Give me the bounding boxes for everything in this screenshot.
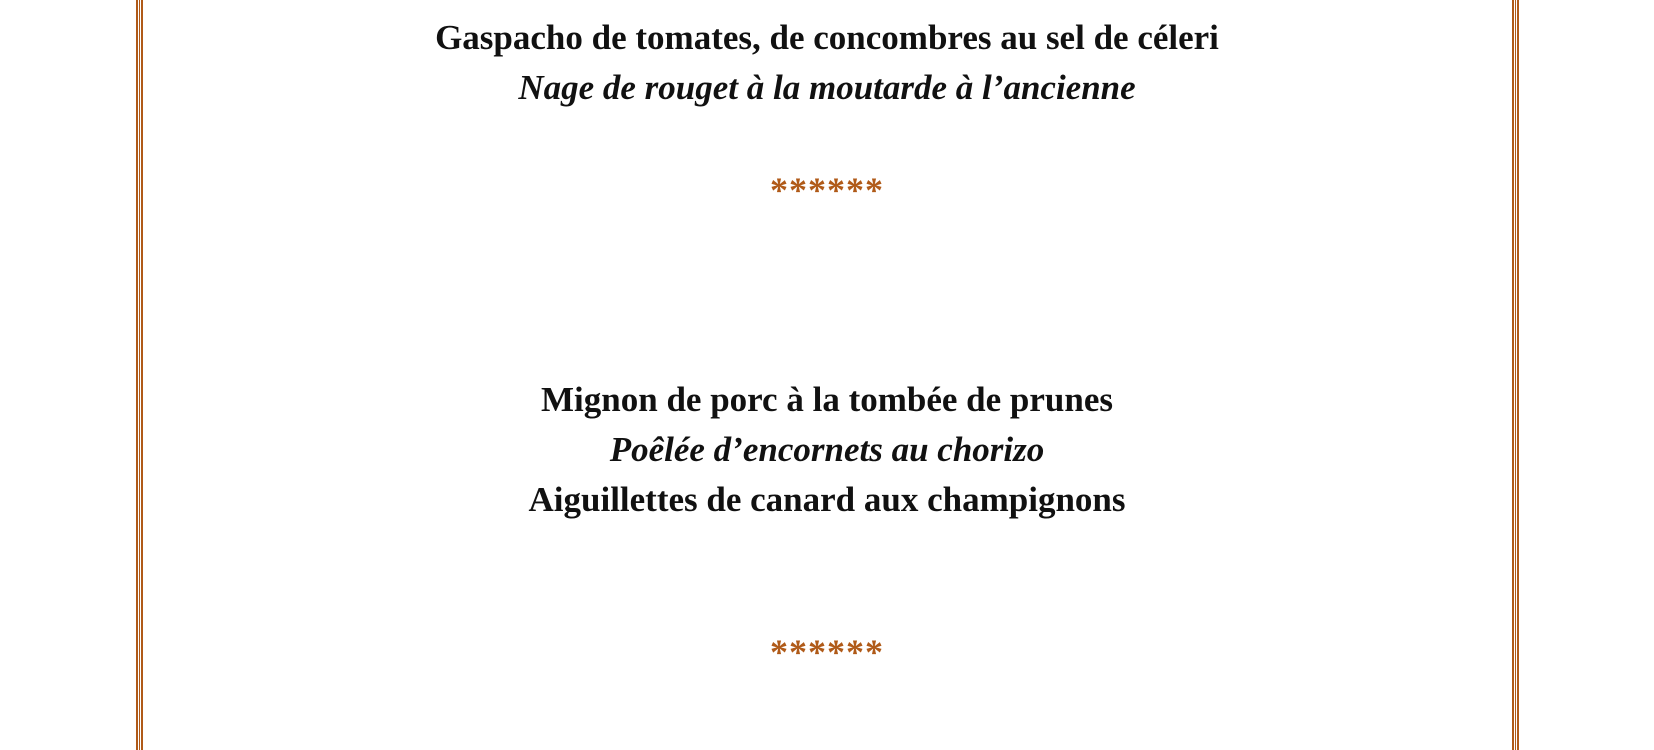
menu-dish-rouget: Nage de rouget à la moutarde à l’ancienne [518, 68, 1136, 107]
course-separator: ****** [770, 632, 884, 672]
course-separator: ****** [770, 170, 884, 210]
menu-dish-canard: Aiguillettes de canard aux champignons [528, 480, 1126, 519]
menu-dish-gaspacho: Gaspacho de tomates, de concombres au sel de céleri [435, 18, 1219, 57]
menu-dish-porc: Mignon de porc à la tombée de prunes [541, 380, 1113, 419]
menu-dish-encornets: Poêlée d’encornets au chorizo [609, 430, 1045, 469]
